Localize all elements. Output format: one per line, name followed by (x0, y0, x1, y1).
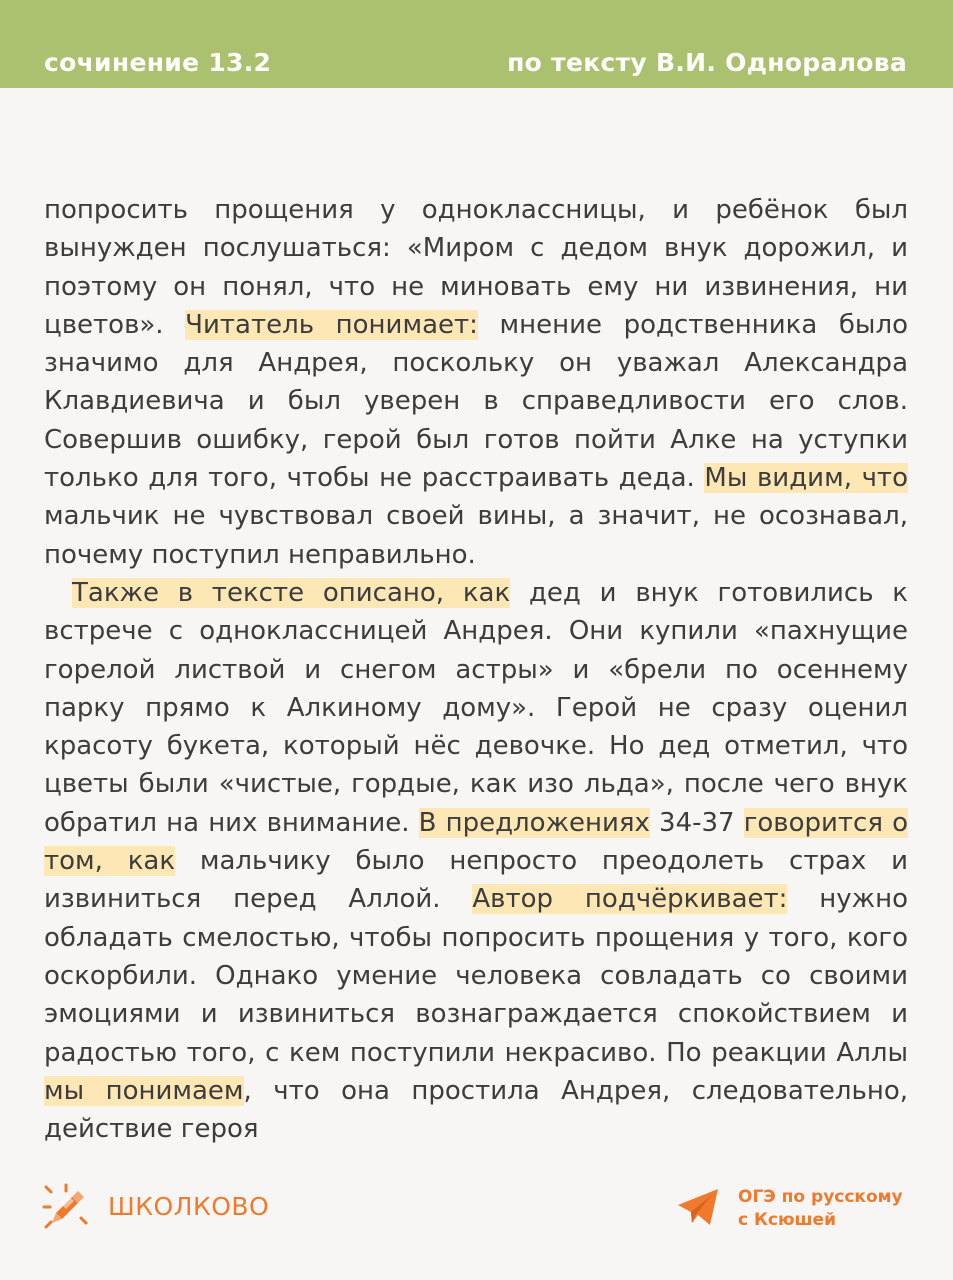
text-span: , что она простила Андрея, следовательно, действие героя (44, 1075, 909, 1145)
paragraph-1 (44, 191, 908, 574)
highlight-phrase: Мы видим, что (704, 463, 908, 494)
essay-text (44, 191, 908, 1148)
logo-text: ШКОЛКОВО (108, 1191, 270, 1221)
telegram-icon (676, 1187, 720, 1231)
paragraph-2 (44, 574, 908, 1148)
header-subtitle: по тексту В.И. Одноралова (507, 48, 907, 77)
text-span: попросить прощения у одноклассницы, и ребёнок был вынужден послушаться: «Миром с дедом внук дорожил, и поэтому он понял, что не миновать ему ни извинения, ни цветов». (44, 195, 908, 340)
text-span: мнение родственника было значимо для Андрея, поскольку он уважал Александра Клавдиевича и был уверен в справедливости его слов. Совершив ошибку, герой был готов пойти Алке на уступки только для того, чтобы не расстраивать деда. (44, 309, 908, 494)
highlight-phrase: Читатель понимает: (185, 309, 478, 340)
text-span: мальчику было непросто преодолеть страх и извиниться перед Аллой. (44, 846, 908, 915)
pencil-logo-icon (42, 1183, 90, 1229)
text-span: нужно обладать смелостью, чтобы попросить прощения у того, кого оскорбили. Однако умение человека совладать со своими эмоциями и извиниться вознаграждается спокойствием и радостью того, с кем поступили некрасиво. По реакции Аллы (44, 884, 908, 1068)
highlight-phrase: говорится о том, как (44, 807, 908, 877)
shkolkovo-logo (42, 1184, 269, 1228)
header-title: сочинение 13.2 (44, 48, 272, 77)
telegram-line-1: ОГЭ по русскому (738, 1187, 903, 1207)
highlight-phrase: Автор подчёркивает: (472, 884, 788, 915)
text-span: 34-37 (649, 807, 744, 838)
text-span: дед и внук готовились к встрече с одноклассницей Андрея. Они купили «пахнущие горелой листвой и снегом астры» и «брели по осеннему парку прямо к Алкиному дому». Герой не сразу оценил красоту букета, который нёс девочке. Но дед отметил, что цветы были «чистые, гордые, как изо льда», после чего внук обратил на них внимание. (44, 577, 908, 838)
telegram-channel[interactable] (676, 1186, 903, 1232)
highlight-phrase: В предложениях (418, 807, 650, 838)
text-span: мальчик не чувствовал своей вины, а значит, не осознавал, почему поступил неправильно. (44, 501, 908, 570)
telegram-line-2: с Ксюшей (738, 1210, 836, 1230)
header-bar (0, 0, 953, 88)
highlight-phrase: Также в тексте описано, как (72, 577, 511, 608)
telegram-caption (738, 1186, 903, 1232)
highlight-phrase: мы понимаем (44, 1075, 244, 1106)
